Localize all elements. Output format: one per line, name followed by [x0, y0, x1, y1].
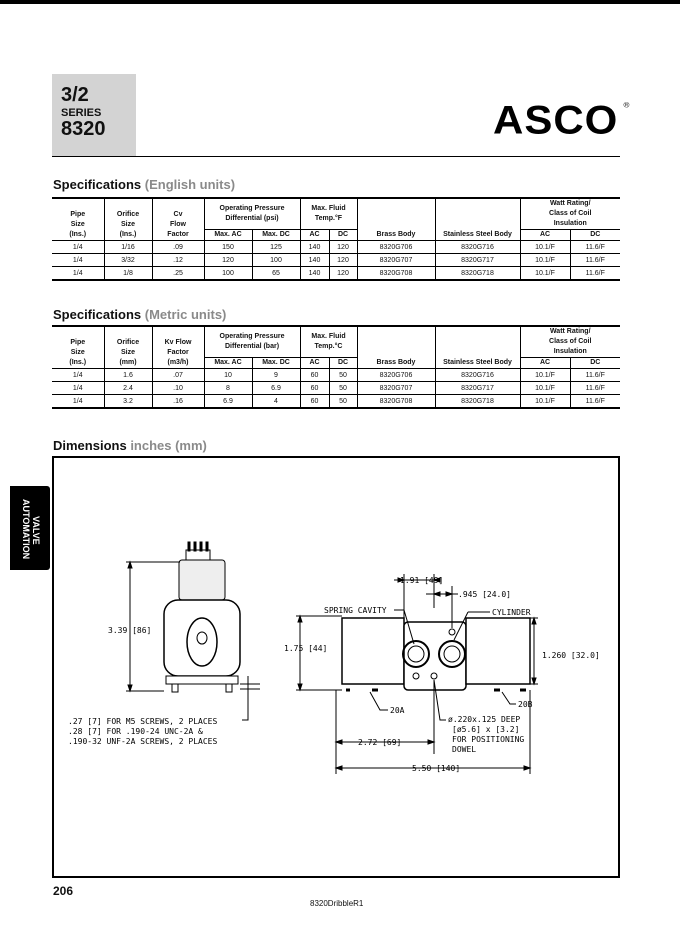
- header-watt-rating: Watt Rating/ Class of Coil Insulation: [520, 326, 620, 358]
- table-cell: 140: [300, 267, 329, 281]
- table-cell: 1.6: [104, 369, 152, 382]
- table-cell: 6.9: [204, 395, 252, 409]
- header-temp-dc: DC: [329, 230, 357, 241]
- table-row: [52, 254, 620, 267]
- table-row: [52, 267, 620, 281]
- spec-metric-table: [52, 325, 620, 409]
- table-cell: 11.6/F: [570, 382, 620, 395]
- series-label: SERIES: [61, 107, 102, 119]
- table-cell: 60: [300, 395, 329, 409]
- series-number: 8320: [61, 118, 106, 140]
- dim-width-272: 2.72 [69]: [358, 738, 402, 747]
- table-cell: 8320G716: [435, 241, 520, 254]
- dimensions-title-text: Dimensions: [53, 438, 127, 453]
- table-cell: 140: [300, 254, 329, 267]
- table-cell: 1/4: [52, 395, 104, 409]
- header-pipe-size: Pipe Size (Ins.): [52, 198, 104, 241]
- table-cell: 8320G718: [435, 267, 520, 281]
- spec-english-title: [53, 177, 235, 192]
- table-cell: 8320G707: [357, 382, 435, 395]
- table-cell: 10.1/F: [520, 369, 570, 382]
- series-badge: [52, 74, 136, 156]
- header-temp-dc: DC: [329, 358, 357, 369]
- dowel-note-2: [ø5.6] x [3.2]: [452, 725, 520, 734]
- table-cell: 11.6/F: [570, 369, 620, 382]
- table-cell: 120: [204, 254, 252, 267]
- doc-code: 8320DribbleR1: [310, 899, 364, 908]
- header-temp: Max. Fluid Temp.°F: [300, 198, 357, 230]
- table-cell: 10.1/F: [520, 382, 570, 395]
- table-cell: 9: [252, 369, 300, 382]
- header-rule: [52, 156, 620, 157]
- table-cell: 4: [252, 395, 300, 409]
- table-cell: 8320G716: [435, 369, 520, 382]
- table-cell: 1/8: [104, 267, 152, 281]
- table-cell: 1/4: [52, 382, 104, 395]
- table-cell: 1/4: [52, 369, 104, 382]
- header-watt-dc: DC: [570, 358, 620, 369]
- dim-width-945: .945 [24.0]: [458, 590, 511, 599]
- screws-note-1: .27 [7] FOR M5 SCREWS, 2 PLACES: [68, 717, 218, 726]
- header-flow-factor: Kv Flow Factor (m3/h): [152, 326, 204, 369]
- logo-text: ASCO: [493, 97, 619, 142]
- dimensions-title: [53, 438, 207, 453]
- dowel-note-1: ø.220x.125 DEEP: [448, 715, 521, 724]
- header-brass-body: Brass Body: [357, 326, 435, 369]
- table-cell: .07: [152, 369, 204, 382]
- header-pressure: Operating Pressure Differential (bar): [204, 326, 300, 358]
- header-orifice-size: Orifice Size (Ins.): [104, 198, 152, 241]
- table-cell: 60: [300, 369, 329, 382]
- table-cell: 11.6/F: [570, 241, 620, 254]
- screws-note-2: .28 [7] FOR .190-24 UNC-2A &: [68, 727, 203, 736]
- header-watt-ac: AC: [520, 230, 570, 241]
- table-cell: .09: [152, 241, 204, 254]
- table-cell: 11.6/F: [570, 395, 620, 409]
- spec-metric-title: [53, 307, 226, 322]
- table-cell: 8320G708: [357, 395, 435, 409]
- table-row: [52, 369, 620, 382]
- side-tab-line-2: AUTOMATION: [21, 499, 31, 560]
- page-number: 206: [53, 884, 74, 898]
- table-cell: 120: [329, 267, 357, 281]
- table-cell: 3.2: [104, 395, 152, 409]
- valve-front-view: [342, 618, 530, 690]
- header-pressure: Operating Pressure Differential (psi): [204, 198, 300, 230]
- dim-width-191: 1.91 [49]: [400, 576, 444, 585]
- table-cell: 8320G707: [357, 254, 435, 267]
- dowel-note-4: DOWEL: [452, 745, 477, 754]
- table-cell: 8320G706: [357, 369, 435, 382]
- side-tab-line-1: VALVE: [31, 516, 41, 545]
- table-cell: 1/4: [52, 254, 104, 267]
- table-cell: .12: [152, 254, 204, 267]
- table-cell: 150: [204, 241, 252, 254]
- table-cell: 10.1/F: [520, 267, 570, 281]
- port-20b-label: 20B: [518, 700, 533, 709]
- header-pressure-dc: Max. DC: [252, 230, 300, 241]
- header-steel-body: Stainless Steel Body: [435, 198, 520, 241]
- header-steel-body: Stainless Steel Body: [435, 326, 520, 369]
- registered-mark: ®: [623, 101, 631, 110]
- spec-english-table: [52, 197, 620, 281]
- asco-logo: [493, 97, 631, 143]
- header-watt-dc: DC: [570, 230, 620, 241]
- spec-english-title-text: Specifications: [53, 177, 142, 192]
- table-cell: 140: [300, 241, 329, 254]
- table-cell: 6.9: [252, 382, 300, 395]
- header-pressure-dc: Max. DC: [252, 358, 300, 369]
- table-cell: .10: [152, 382, 204, 395]
- header-temp-ac: AC: [300, 230, 329, 241]
- header-pressure-ac: Max. AC: [204, 230, 252, 241]
- dimensions-units: inches (mm): [130, 438, 207, 453]
- spec-metric-units: (Metric units): [144, 307, 227, 322]
- header-pipe-size: Pipe Size (Ins.): [52, 326, 104, 369]
- table-row: [52, 395, 620, 409]
- dim-height-339: 3.39 [86]: [108, 626, 152, 635]
- spring-cavity-label: SPRING CAVITY: [324, 606, 387, 615]
- header-brass-body: Brass Body: [357, 198, 435, 241]
- dim-height-1260: 1.260 [32.0]: [542, 651, 600, 660]
- screws-note-3: .190-32 UNF-2A SCREWS, 2 PLACES: [68, 737, 218, 746]
- table-cell: 120: [329, 254, 357, 267]
- table-cell: 8320G717: [435, 382, 520, 395]
- table-cell: 50: [329, 395, 357, 409]
- port-20a-label: 20A: [390, 706, 405, 715]
- side-tab-valve-automation: [10, 486, 50, 570]
- header-flow-factor: Cv Flow Factor: [152, 198, 204, 241]
- top-bar: [0, 0, 680, 4]
- table-cell: 11.6/F: [570, 267, 620, 281]
- series-fraction: 3/2: [61, 84, 89, 106]
- table-cell: 1/16: [104, 241, 152, 254]
- table-cell: 10.1/F: [520, 254, 570, 267]
- table-cell: 11.6/F: [570, 254, 620, 267]
- table-cell: 65: [252, 267, 300, 281]
- table-cell: 1/4: [52, 267, 104, 281]
- spec-english-units: (English units): [144, 177, 236, 192]
- table-cell: 120: [329, 241, 357, 254]
- table-cell: 8320G708: [357, 267, 435, 281]
- table-cell: 8320G717: [435, 254, 520, 267]
- table-cell: 100: [252, 254, 300, 267]
- table-cell: 50: [329, 382, 357, 395]
- table-cell: 2.4: [104, 382, 152, 395]
- dimension-drawing-frame: [52, 456, 620, 878]
- table-cell: 100: [204, 267, 252, 281]
- dimension-drawing: [54, 458, 618, 876]
- table-row: [52, 241, 620, 254]
- table-cell: 3/32: [104, 254, 152, 267]
- spec-metric-title-text: Specifications: [53, 307, 142, 322]
- table-cell: 60: [300, 382, 329, 395]
- header-temp-ac: AC: [300, 358, 329, 369]
- header-orifice-size: Orifice Size (mm): [104, 326, 152, 369]
- table-cell: 1/4: [52, 241, 104, 254]
- table-cell: 8320G718: [435, 395, 520, 409]
- table-cell: .16: [152, 395, 204, 409]
- cylinder-label: CYLINDER: [492, 608, 531, 617]
- dowel-note-3: FOR POSITIONING: [452, 735, 525, 744]
- table-cell: 10: [204, 369, 252, 382]
- table-cell: 50: [329, 369, 357, 382]
- header-pressure-ac: Max. AC: [204, 358, 252, 369]
- table-cell: 8320G706: [357, 241, 435, 254]
- dim-height-175: 1.75 [44]: [284, 644, 328, 653]
- table-cell: 10.1/F: [520, 395, 570, 409]
- table-row: [52, 382, 620, 395]
- header-temp: Max. Fluid Temp.°C: [300, 326, 357, 358]
- header-watt-rating: Watt Rating/ Class of Coil Insulation: [520, 198, 620, 230]
- table-cell: 8: [204, 382, 252, 395]
- dim-width-550: 5.50 [140]: [412, 764, 461, 773]
- table-cell: 125: [252, 241, 300, 254]
- table-cell: 10.1/F: [520, 241, 570, 254]
- header-watt-ac: AC: [520, 358, 570, 369]
- table-cell: .25: [152, 267, 204, 281]
- valve-side-view: [164, 542, 240, 692]
